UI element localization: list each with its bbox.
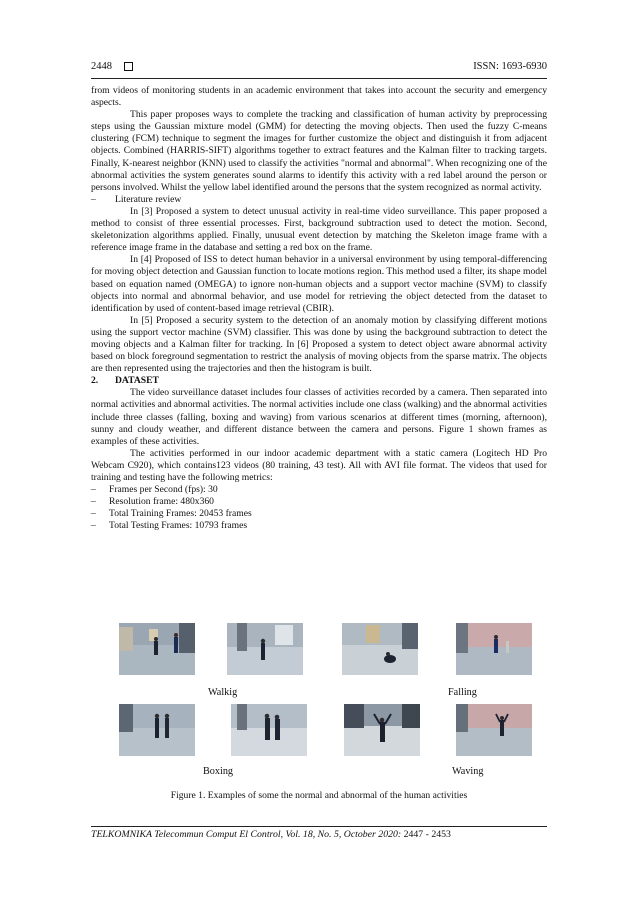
paragraph: In [5] Proposed a security system to the detection of an anomaly motion by classifying different motions using the support vector machine (SVM) classifier. This was done by using the background subtraction to detect the moving objects and a Kalman filter for tracking. In [6] Proposed a system to detect object aware abnormal activity based on block foreground segmentation to restrict the analysis of moving objects from the sparse matrix. The objects are then represented using the trajectories and then the histogram is built. (91, 314, 547, 375)
paragraph: This paper proposes ways to complete the tracking and classification of human activity by preprocessing steps using the Gaussian mixture model (GMM) for detecting the moving objects. Then used the fuzzy C-means clustering (FCM) technique to segment the images for further customize the object and distinguish it from adjacent objects. Combined (HARRIS-SIFT) algorithms together to extract features and the Kalman filter to tracking targets. Finally, K-nearest neighbor (KNN) used to classify the activities "normal and abnormal". When recognizing one of the abnormal activities the system generates sound alarms to identify this activity with a red label around the person or persons involved. Whilst the yellow label identified around the persons that the system recognized as normal activity. (91, 109, 547, 193)
section-number: 2. (91, 375, 99, 387)
section-heading (91, 375, 547, 387)
figure-1 (91, 618, 547, 808)
list-item (91, 194, 547, 206)
footer-rule (91, 826, 547, 827)
waving-frame-1 (344, 704, 420, 756)
label-waving: Waving (452, 766, 484, 777)
label-walking: Walkig (208, 687, 238, 698)
square-icon (124, 62, 133, 71)
paragraph: In [3] Proposed a system to detect unusual activity in real-time video surveillance. This paper proposed a method to consist of three essential processes. First, background subtraction used to detect the motion. Second, skeletonization algorithms applied. Finally, unusual event detection by matching the Skeleton image frame with a reference image frame in the database and setting a red box on the frame. (91, 205, 547, 254)
walking-frame-1 (119, 623, 195, 675)
paragraph: from videos of monitoring students in an academic environment that takes into account the security and emergency aspects. (91, 85, 547, 109)
walking-frame-2 (227, 623, 303, 675)
bullet-dash: – (91, 496, 96, 508)
running-header (91, 61, 547, 75)
journal-citation: TELKOMNIKA Telecommun Comput El Control, Vol. 18, No. 5, October 2020: (91, 829, 402, 840)
paragraph: In [4] Proposed of ISS to detect human behavior in a universal environment by using temporal-differencing for moving object detection and Gaussian function to locate motions region. This method used a filter, its shape model based on equation named (OMEGA) to ignore non-human objects and a support vector machine (SVM) to classify objects into normal and abnormal behavior, and use model for retrieving the object detected from the dataset to identification by used of content-based image retrieval (CBIR). (91, 254, 547, 314)
body-text (91, 85, 547, 532)
paragraph: The activities performed in our indoor academic department with a static camera (Logitech HD Pro Webcam C920), which contains123 videos (80 training, 43 test). All with AVI file format. The videos that used for training and testing have the following metrics: (91, 447, 547, 483)
metric-fps: Frames per Second (fps): 30 (109, 484, 218, 496)
list-item (91, 520, 547, 532)
paragraph: The video surveillance dataset includes four classes of activities recorded by a camera. Then separated into normal activities and abnormal activities. The normal activities include one class (walking) and the abnormal activities include three classes (falling, boxing and waving) from various scenarios at different times (morning, afternoon), sunny and cloudy weather, and different distance between the camera and persons. Figure 1 shown frames as examples of these activities. (91, 387, 547, 447)
list-item (91, 508, 547, 520)
metric-testing-frames: Total Testing Frames: 10793 frames (109, 520, 248, 532)
metric-training-frames: Total Training Frames: 20453 frames (109, 508, 252, 520)
list-item (91, 484, 547, 496)
header-rule (91, 78, 547, 79)
literature-review-heading: Literature review (115, 193, 182, 205)
falling-frame-1 (342, 623, 418, 675)
label-boxing: Boxing (203, 766, 234, 777)
page-number: 2448 (91, 61, 112, 72)
label-falling: Falling (448, 687, 477, 698)
page-range: 2447 - 2453 (403, 829, 451, 840)
section-title: DATASET (115, 375, 159, 387)
bullet-dash: – (91, 193, 96, 205)
falling-frame-2 (456, 623, 532, 675)
metric-resolution: Resolution frame: 480x360 (109, 496, 214, 508)
boxing-frame-2 (231, 704, 307, 756)
figure-caption: Figure 1. Examples of some the normal and abnormal of the human activities (170, 790, 468, 801)
boxing-frame-1 (119, 704, 195, 756)
issn: ISSN: 1693-6930 (473, 61, 547, 72)
list-item (91, 496, 547, 508)
bullet-dash: – (91, 520, 96, 532)
running-footer (91, 829, 547, 840)
waving-frame-2 (456, 704, 532, 756)
bullet-dash: – (91, 508, 96, 520)
bullet-dash: – (91, 484, 96, 496)
